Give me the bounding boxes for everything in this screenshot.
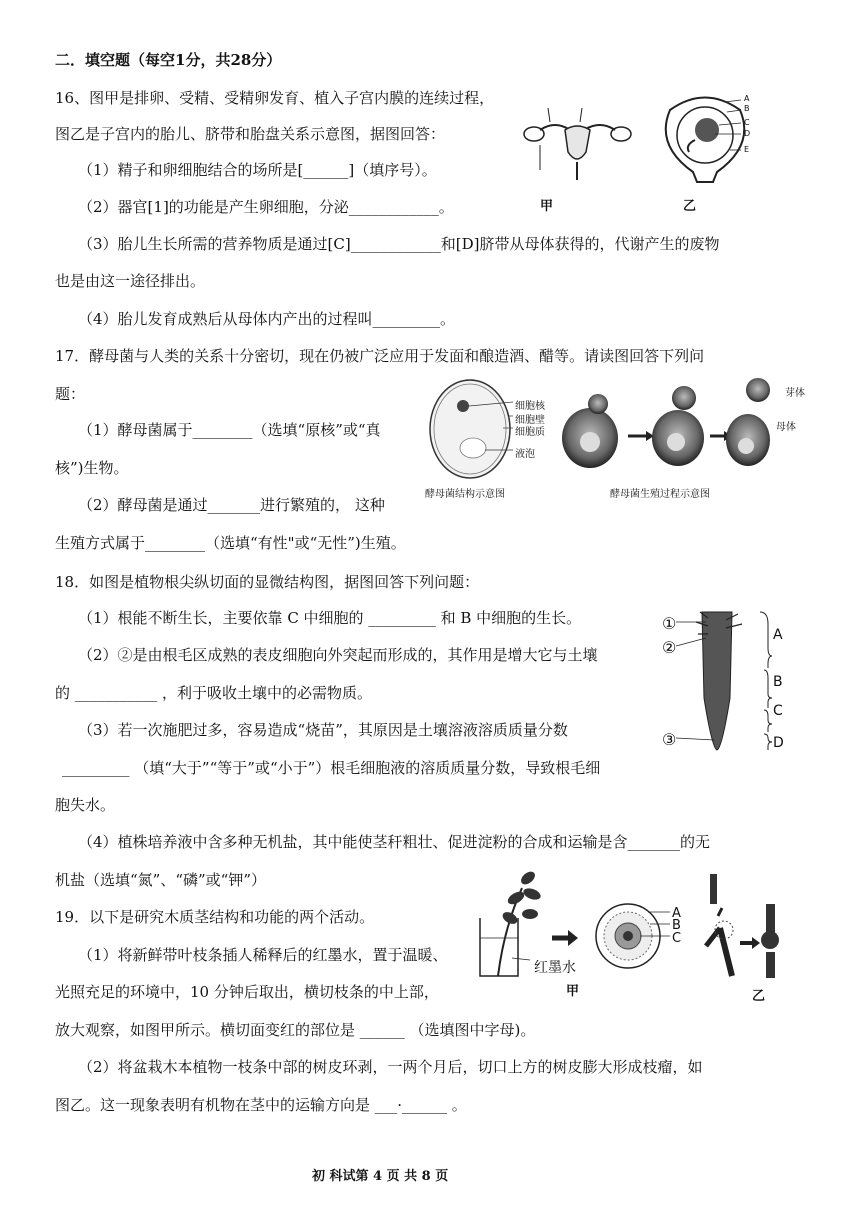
root-marker-1: ①	[662, 614, 677, 633]
q17-part-1b: 核”)生物。	[55, 459, 129, 477]
stem-label-c: C	[672, 931, 682, 946]
stem-experiment-diagram	[470, 868, 780, 983]
q16-fig-yi-label: 乙	[683, 199, 697, 214]
root-marker-3: ③	[662, 730, 677, 749]
q16-part-1: （1）精子和卵细胞结合的场所是[______]（填序号）。	[78, 161, 437, 179]
yeast-label-nucleus: 细胞核	[515, 401, 545, 412]
q16-part-4: （4）胎儿发育成熟后从母体内产出的过程叫_________。	[78, 310, 456, 328]
red-ink-label: 红墨水	[534, 960, 576, 976]
q18-stem: 18．如图是植物根尖纵切面的显微结构图，据图回答下列问题：	[55, 573, 480, 591]
q18-part-2b: 的 ___________ ，利于吸收土壤中的必需物质。	[55, 684, 373, 702]
q18-part-3a: （3）若一次施肥过多，容易造成“烧苗”，其原因是土壤溶液溶质质量分数	[78, 721, 568, 739]
yeast-label-vacuole: 液泡	[515, 449, 535, 460]
uterus-diagram	[520, 100, 635, 185]
yeast-structure-caption: 酵母菌结构示意图	[425, 489, 505, 500]
q18-part-1: （1）根能不断生长，主要依靠 C 中细胞的 _________ 和 B 中细胞的生长。	[78, 609, 582, 627]
q17-stem-1: 17．酵母菌与人类的关系十分密切，现在仍被广泛应用于发面和酿造酒、醋等。请读图回答下列问	[55, 347, 705, 365]
page-footer: 初 科试第 4 页 共 8 页	[312, 1169, 449, 1184]
q17-part-1a: （1）酵母菌属于________（选填“原核”或“真	[78, 421, 381, 439]
root-zone-d: D	[773, 735, 784, 751]
yeast-budding-caption: 酵母菌生殖过程示意图	[610, 489, 710, 500]
q19-part-1b: 光照充足的环境中，10 分钟后取出，横切枝条的中上部，	[55, 983, 439, 1001]
q16-stem-1: 16、图甲是排卵、受精、受精卵发育、植入子宫内膜的连续过程，	[55, 89, 495, 107]
q18-part-2a: （2）②是由根毛区成熟的表皮细胞向外突起而形成的，其作用是增大它与土壤	[78, 646, 598, 664]
yeast-label-cytoplasm: 细胞质	[515, 427, 545, 438]
q19-fig-yi-label: 乙	[752, 989, 766, 1004]
fetus-label-a: A	[744, 94, 750, 103]
fetus-label-c: C	[744, 118, 750, 127]
yeast-label-bud: 芽体	[785, 388, 805, 399]
q16-part-2: （2）器官[1]的功能是产生卵细胞，分泌____________。	[78, 198, 454, 216]
q17-part-2a: （2）酵母菌是通过_______进行繁殖的， 这种	[78, 496, 385, 514]
yeast-label-cell-wall: 细胞壁	[515, 415, 545, 426]
fetus-label-b: B	[744, 104, 750, 113]
q19-fig-jia-label: 甲	[566, 984, 580, 999]
stem-label-a: A	[672, 906, 681, 921]
q19-part-2a: （2）将盆栽木本植物一枝条中部的树皮环剥，一两个月后，切口上方的树皮膨大形成枝瘤，如	[78, 1058, 703, 1076]
q16-stem-2: 图乙是子宫内的胎儿、脐带和胎盘关系示意图，据图回答：	[55, 125, 446, 143]
q19-part-2b: 图乙。这一现象表明有机物在茎中的运输方向是 ___·______ 。	[55, 1096, 467, 1114]
root-zone-b: B	[773, 674, 783, 690]
q16-part-3: （3）胎儿生长所需的营养物质是通过[C]____________和[D]脐带从母体获得的，代谢产生的废物	[78, 235, 720, 253]
q16-fig-jia-label: 甲	[540, 199, 554, 214]
q19-part-1a: （1）将新鲜带叶枝条插人稀释后的红墨水，置于温暖、	[78, 946, 448, 964]
fetus-label-e: E	[744, 145, 750, 154]
root-zone-c: C	[773, 703, 783, 719]
fetus-diagram	[655, 90, 755, 185]
root-tip-diagram	[660, 608, 785, 758]
q18-part-3c: 胞失水。	[55, 796, 116, 814]
yeast-budding-diagram	[560, 376, 775, 476]
stem-label-b: B	[672, 918, 681, 933]
q16-part-3-cont: 也是由这一途径排出。	[55, 272, 206, 290]
q18-part-4a: （4）植株培养液中含多种无机盐，其中能使茎秆粗壮、促进淀粉的合成和运输是含_______的无	[78, 833, 711, 851]
q18-part-4b: 机盐（选填“氮”、“磷”或“钾”）	[55, 871, 267, 889]
q19-part-1c: 放大观察，如图甲所示。横切面变红的部位是 ______ （选填图中字母)。	[55, 1021, 536, 1039]
root-marker-2: ②	[662, 638, 677, 657]
q18-part-3b: _________ （填“大于”“等于”或“小于”）根毛细胞液的溶质质量分数，导致根毛细	[62, 759, 601, 777]
q17-part-2b: 生殖方式属于________（选填“有性"或“无性”)生殖。	[55, 534, 406, 552]
q19-stem: 19．以下是研究木质茎结构和功能的两个活动。	[55, 908, 375, 926]
yeast-label-mother: 母体	[776, 422, 796, 433]
section-title: 二．填空题（每空1分，共28分）	[55, 51, 282, 69]
fetus-label-d: D	[744, 129, 751, 138]
root-zone-a: A	[773, 627, 783, 643]
q17-stem-2: 题：	[55, 385, 86, 403]
